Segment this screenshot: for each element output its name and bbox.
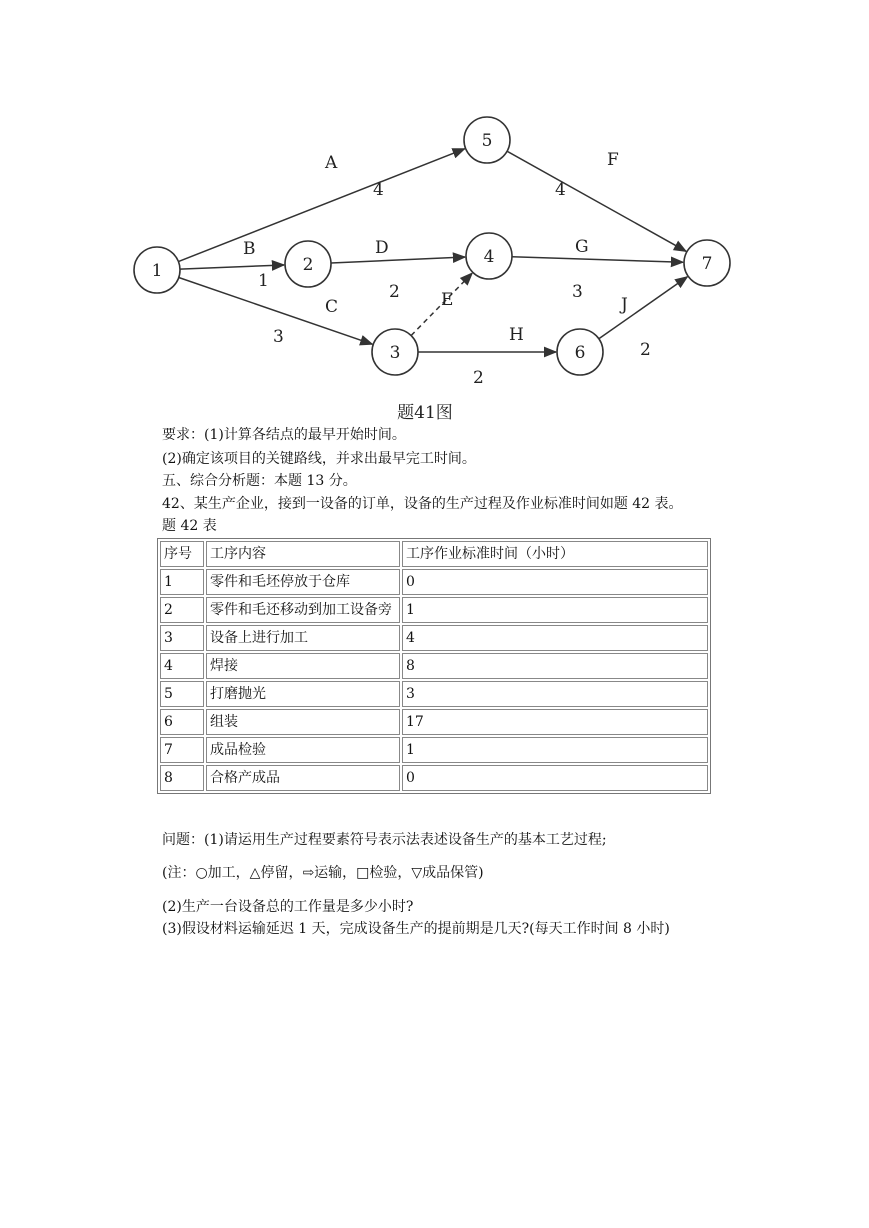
cell-process: 打磨抛光 [206, 681, 400, 707]
requirement-1: 要求：(1)计算各结点的最早开始时间。 [162, 427, 406, 443]
cell-seq: 5 [160, 681, 204, 707]
node-label-6: 6 [574, 343, 586, 363]
node-label-7: 7 [701, 254, 713, 274]
table-row [160, 681, 708, 707]
node-label-3: 3 [389, 343, 401, 363]
cell-seq: 3 [160, 625, 204, 651]
edge-D [331, 257, 465, 263]
duration-label-G: 3 [572, 282, 583, 302]
cell-time: 0 [402, 765, 708, 791]
cell-process: 成品检验 [206, 737, 400, 763]
cell-time: 17 [402, 709, 708, 735]
question-2: (2)生产一台设备总的工作量是多少小时? [162, 899, 414, 915]
activity-label-F: F [607, 150, 619, 170]
cell-time: 0 [402, 569, 708, 595]
duration-label-H: 2 [473, 368, 484, 388]
node-6 [557, 329, 603, 375]
duration-label-B: 1 [258, 271, 269, 291]
activity-label-H: H [509, 325, 524, 345]
requirement-2: (2)确定该项目的关键路线，并求出最早完工时间。 [162, 451, 476, 467]
duration-label-A: 4 [373, 180, 384, 200]
cell-time: 工序作业标准时间（小时） [402, 541, 708, 567]
table-row [160, 625, 708, 651]
duration-label-J: 2 [640, 340, 651, 360]
cell-time: 4 [402, 625, 708, 651]
table-row [160, 737, 708, 763]
node-4 [466, 233, 512, 279]
activity-label-A: A [325, 153, 338, 173]
cell-process: 设备上进行加工 [206, 625, 400, 651]
cell-seq: 1 [160, 569, 204, 595]
node-5 [464, 117, 510, 163]
cell-time: 1 [402, 737, 708, 763]
cell-time: 8 [402, 653, 708, 679]
cell-seq: 6 [160, 709, 204, 735]
question-42: 42、某生产企业，接到一设备的订单，设备的生产过程及作业标准时间如题 42 表。 [162, 496, 683, 512]
cell-process: 合格产成品 [206, 765, 400, 791]
cell-seq: 序号 [160, 541, 204, 567]
cell-seq: 4 [160, 653, 204, 679]
section-5-heading: 五、综合分析题：本题 13 分。 [162, 473, 357, 489]
activity-label-J: J [621, 295, 628, 315]
activity-label-D: D [375, 238, 389, 258]
node-label-5: 5 [481, 131, 493, 151]
duration-label-F: 4 [555, 180, 566, 200]
symbol-note: (注：○加工，△停留，⇨运输，□检验，▽成品保管) [162, 865, 484, 881]
table-header-row [160, 541, 708, 567]
question-1: 问题：(1)请运用生产过程要素符号表示法表述设备生产的基本工艺过程; [162, 832, 607, 848]
network-diagram [125, 100, 745, 425]
node-2 [285, 241, 331, 287]
table-row [160, 569, 708, 595]
edge-F [507, 151, 686, 251]
network-diagram-svg [125, 100, 745, 425]
cell-time: 1 [402, 597, 708, 623]
node-label-4: 4 [483, 247, 495, 267]
cell-process: 零件和毛坯停放于仓库 [206, 569, 400, 595]
table-row [160, 765, 708, 791]
question-3: (3)假设材料运输延迟 1 天，完成设备生产的提前期是几天?(每天工作时间 8 小时) [162, 921, 670, 937]
table-row [160, 597, 708, 623]
edge-J [599, 277, 688, 339]
duration-label-D: 2 [389, 282, 400, 302]
diagram-caption: 题41图 [397, 403, 453, 423]
edge-B [180, 265, 284, 269]
cell-process: 零件和毛还移动到加工设备旁 [206, 597, 400, 623]
cell-time: 3 [402, 681, 708, 707]
node-label-2: 2 [302, 255, 314, 275]
cell-seq: 7 [160, 737, 204, 763]
process-table [157, 538, 711, 794]
table-caption: 题 42 表 [162, 518, 217, 534]
node-3 [372, 329, 418, 375]
node-label-1: 1 [151, 261, 163, 281]
table-row [160, 653, 708, 679]
cell-seq: 8 [160, 765, 204, 791]
activity-label-E: E [441, 290, 454, 310]
cell-seq: 2 [160, 597, 204, 623]
table-row [160, 709, 708, 735]
cell-process: 焊接 [206, 653, 400, 679]
cell-process: 工序内容 [206, 541, 400, 567]
activity-label-G: G [575, 237, 589, 257]
activity-label-B: B [243, 239, 256, 259]
node-1 [134, 247, 180, 293]
activity-label-C: C [325, 297, 339, 317]
node-7 [684, 240, 730, 286]
edge-G [512, 257, 683, 262]
cell-process: 组装 [206, 709, 400, 735]
duration-label-C: 3 [273, 327, 284, 347]
